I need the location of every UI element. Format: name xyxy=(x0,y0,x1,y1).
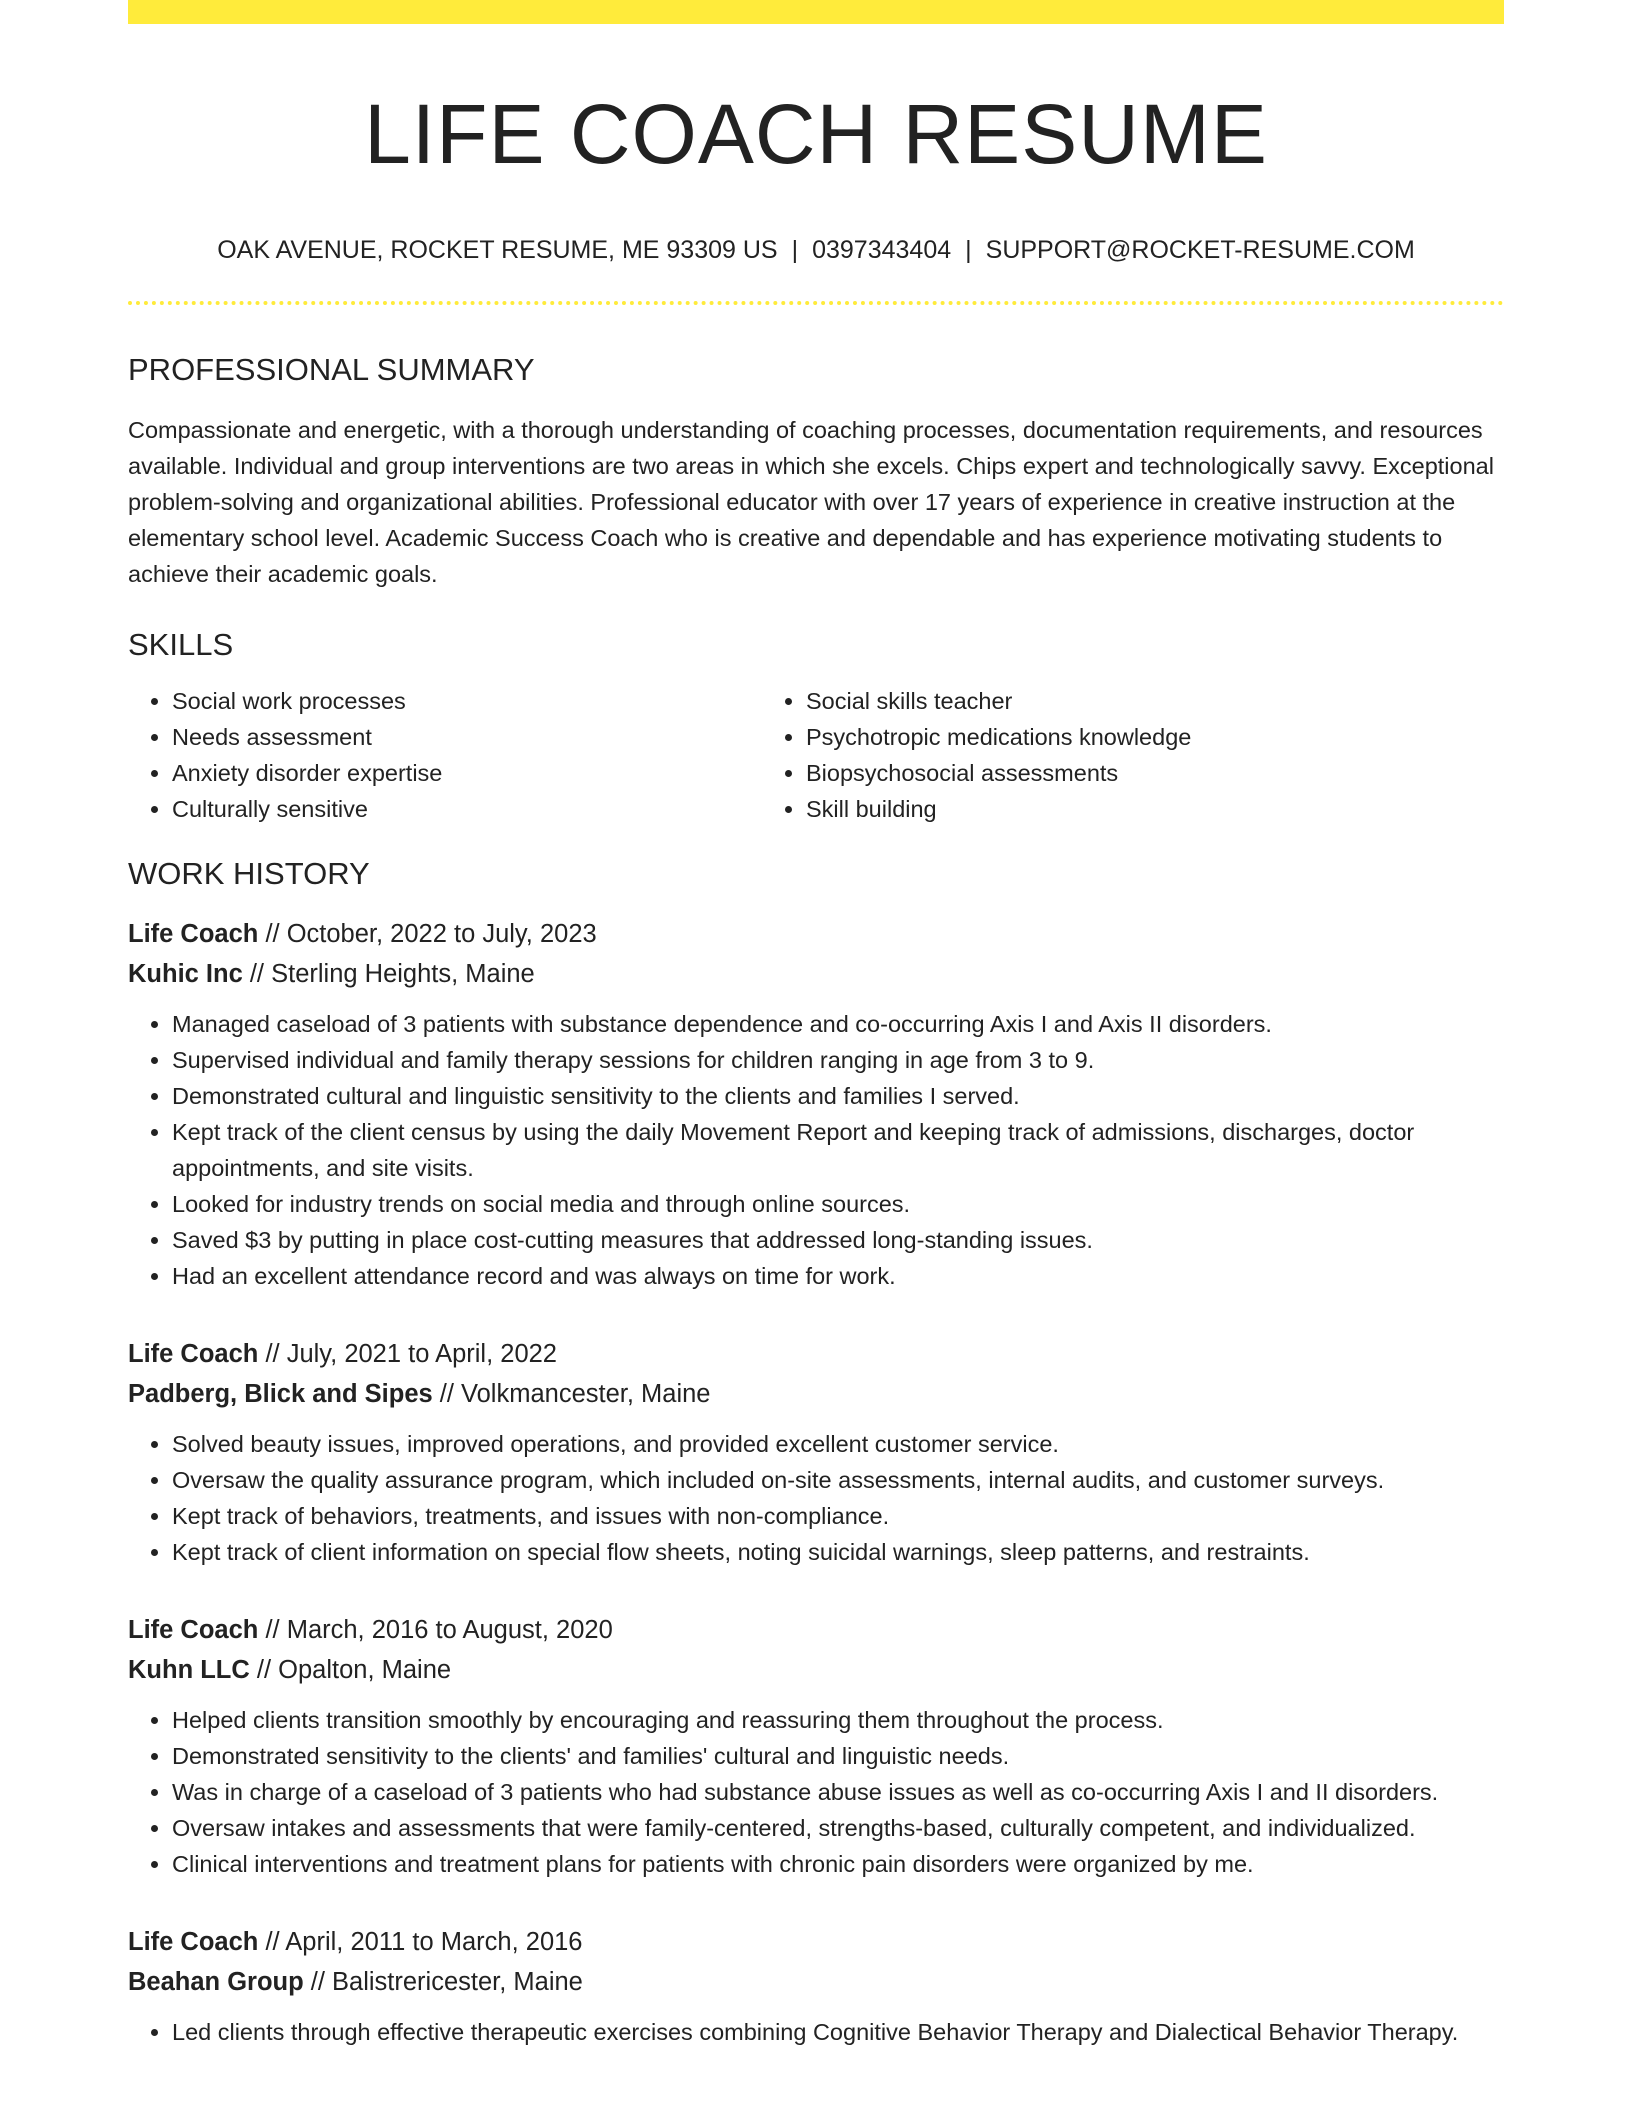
job-dates: // July, 2021 to April, 2022 xyxy=(258,1340,557,1369)
duty-item: • Helped clients transition smoothly by encouraging and reassuring them throughout the process. xyxy=(172,1702,1504,1738)
duty-item: • Oversaw intakes and assessments that were family-centered, strengths-based, culturally competent, and individualized. xyxy=(172,1810,1504,1846)
job-role-line xyxy=(128,1610,1504,1650)
duty-item: • Was in charge of a caseload of 3 patients who had substance abuse issues as well as co-occurring Axis I and II disorders. xyxy=(172,1774,1504,1810)
duty-item: • Had an excellent attendance record and was always on time for work. xyxy=(172,1258,1504,1294)
summary-text: Compassionate and energetic, with a thorough understanding of coaching processes, documentation requirements, and resources available. Individual and group interventions are two areas in which she excels. Chips expert and technologically savvy. Exceptional problem-solving and organizational abilities. Professional educator with over 17 years of experience in creative instruction at the elementary school level. Academic Success Coach who is creative and dependable and has experience motivating students to achieve their academic goals. xyxy=(128,416,1494,587)
skill-item: • Anxiety disorder expertise xyxy=(172,755,762,791)
job-duties xyxy=(128,1006,1504,1294)
job-role-line xyxy=(128,1922,1504,1962)
skill-item: • Skill building xyxy=(806,791,1504,827)
job-location: // Opalton, Maine xyxy=(249,1656,452,1685)
duty-item: • Managed caseload of 3 patients with substance dependence and co-occurring Axis I and Axis II disorders. xyxy=(172,1006,1504,1042)
summary-heading: PROFESSIONAL SUMMARY xyxy=(128,351,535,387)
job-entry xyxy=(128,1334,1504,1570)
job-entry xyxy=(128,1922,1504,2050)
duty-item: • Kept track of the client census by using the daily Movement Report and keeping track of admissions, discharges, doctor appointments, and site visits. xyxy=(172,1114,1504,1186)
job-duties xyxy=(128,2014,1504,2050)
contact-line xyxy=(128,235,1504,265)
skills-heading: SKILLS xyxy=(128,626,234,662)
contact-separator: | xyxy=(965,235,972,264)
duty-item: • Kept track of behaviors, treatments, and issues with non-compliance. xyxy=(172,1498,1504,1534)
duty-item: • Led clients through effective therapeutic exercises combining Cognitive Behavior Therapy and Dialectical Behavior Therapy. xyxy=(172,2014,1504,2050)
job-duties xyxy=(128,1426,1504,1570)
skills-list xyxy=(128,683,1504,827)
contact-phone: 0397343404 xyxy=(812,235,952,264)
job-role: Life Coach xyxy=(128,1616,259,1645)
job-company: Beahan Group xyxy=(128,1968,304,1997)
contact-address: OAK AVENUE, ROCKET RESUME, ME 93309 US xyxy=(217,235,778,264)
job-entry xyxy=(128,914,1504,1294)
contact-separator: | xyxy=(791,235,799,264)
job-company-line xyxy=(128,1650,1504,1690)
duty-item: • Clinical interventions and treatment plans for patients with chronic pain disorders were organized by me. xyxy=(172,1846,1504,1882)
job-entry xyxy=(128,1610,1504,1882)
duty-item: • Looked for industry trends on social media and through online sources. xyxy=(172,1186,1504,1222)
work-history-heading: WORK HISTORY xyxy=(128,856,370,892)
job-location: // Sterling Heights, Maine xyxy=(242,960,535,989)
skill-item: • Needs assessment xyxy=(172,719,762,755)
job-location: // Balistrericester, Maine xyxy=(303,1968,583,1997)
job-duties xyxy=(128,1702,1504,1882)
skills-column-left xyxy=(128,683,762,827)
skill-item: • Biopsychosocial assessments xyxy=(806,755,1504,791)
job-dates: // March, 2016 to August, 2020 xyxy=(258,1616,613,1645)
skill-item: • Psychotropic medications knowledge xyxy=(806,719,1504,755)
job-role: Life Coach xyxy=(128,1928,259,1957)
job-company: Kuhn LLC xyxy=(128,1656,250,1685)
job-company-line xyxy=(128,1374,1504,1414)
duty-item: • Oversaw the quality assurance program, which included on-site assessments, internal audits, and customer surveys. xyxy=(172,1462,1504,1498)
skill-item: • Social work processes xyxy=(172,683,762,719)
job-company: Padberg, Blick and Sipes xyxy=(128,1380,433,1409)
duty-item: • Supervised individual and family therapy sessions for children ranging in age from 3 to 9. xyxy=(172,1042,1504,1078)
duty-item: • Demonstrated sensitivity to the clients' and families' cultural and linguistic needs. xyxy=(172,1738,1504,1774)
job-role-line xyxy=(128,1334,1504,1374)
duty-item: • Saved $3 by putting in place cost-cutting measures that addressed long-standing issues. xyxy=(172,1222,1504,1258)
job-role-line xyxy=(128,914,1504,954)
contact-email: SUPPORT@ROCKET-RESUME.COM xyxy=(985,235,1415,264)
resume-page xyxy=(128,0,1504,2050)
skill-item: • Culturally sensitive xyxy=(172,791,762,827)
duty-item: • Kept track of client information on special flow sheets, noting suicidal warnings, sleep patterns, and restraints. xyxy=(172,1534,1504,1570)
job-role: Life Coach xyxy=(128,920,259,949)
skill-item: • Social skills teacher xyxy=(806,683,1504,719)
top-accent-bar xyxy=(128,0,1504,24)
job-dates: // April, 2011 to March, 2016 xyxy=(258,1928,583,1957)
duty-item: • Demonstrated cultural and linguistic sensitivity to the clients and families I served. xyxy=(172,1078,1504,1114)
job-company-line xyxy=(128,1962,1504,2002)
job-location: // Volkmancester, Maine xyxy=(432,1380,711,1409)
job-company-line xyxy=(128,954,1504,994)
job-role: Life Coach xyxy=(128,1340,259,1369)
dotted-divider xyxy=(128,301,1504,305)
resume-title: LIFE COACH RESUME xyxy=(364,87,1268,181)
skills-column-right xyxy=(762,683,1504,827)
duty-item: • Solved beauty issues, improved operations, and provided excellent customer service. xyxy=(172,1426,1504,1462)
job-dates: // October, 2022 to July, 2023 xyxy=(258,920,597,949)
job-company: Kuhic Inc xyxy=(128,960,243,989)
